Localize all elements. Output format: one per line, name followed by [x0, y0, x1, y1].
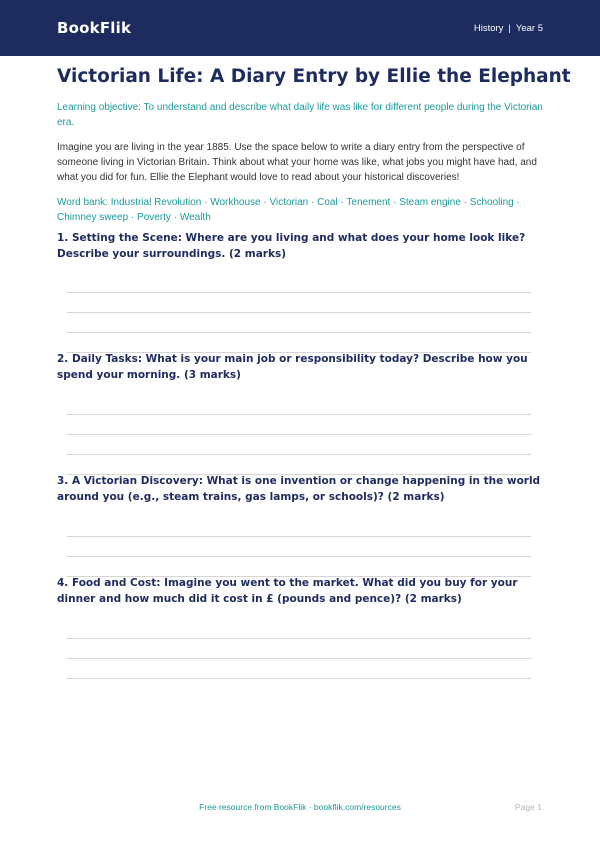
- answer-line[interactable]: [67, 434, 531, 435]
- answer-line[interactable]: [67, 414, 531, 415]
- question-3: 3. A Victorian Discovery: What is one invention or change happening in the world around you (e.g., steam trains, gas lamps, or schools)? (2 marks): [57, 475, 541, 503]
- word-bank: Word bank: Industrial Revolution · Workhouse · Victorian · Coal · Tenement · Steam engine · Schooling · Chimney sweep · Poverty · Wealth: [57, 197, 520, 223]
- page-number: Page 1: [515, 802, 542, 812]
- year-label: Year 5: [515, 22, 543, 34]
- intro-text: Imagine you are living in the year 1885. Use the space below to write a diary entry from the perspective of someone living in Victorian Britain. Think about what your home was like, what jobs you might have had, and what you did for fun. Ellie the Elephant would love to read about your historical discoveries!: [57, 142, 537, 183]
- answer-line[interactable]: [67, 536, 531, 537]
- answer-line[interactable]: [67, 292, 531, 293]
- page-header: [0, 0, 600, 56]
- worksheet-title: Victorian Life: A Diary Entry by Ellie the Elephant: [57, 66, 571, 87]
- worksheet-intro: [57, 66, 571, 225]
- answer-line[interactable]: [67, 454, 531, 455]
- answer-line[interactable]: [67, 556, 531, 557]
- subject-year-label: [474, 23, 543, 34]
- answer-line[interactable]: [67, 678, 531, 679]
- footer-source-link[interactable]: Free resource from BookFlik · bookflik.com/resources: [199, 802, 401, 812]
- answer-line[interactable]: [67, 638, 531, 639]
- answer-line[interactable]: [67, 312, 531, 313]
- subject-label: History: [473, 22, 504, 34]
- question-2: 2. Daily Tasks: What is your main job or responsibility today? Describe how you spend your morning. (3 marks): [57, 353, 528, 381]
- answer-line[interactable]: [67, 658, 531, 659]
- header-separator: |: [508, 22, 511, 34]
- answer-line[interactable]: [67, 332, 531, 333]
- question-4: 4. Food and Cost: Imagine you went to the market. What did you buy for your dinner and how much did it cost in £ (pounds and pence)? (2 marks): [57, 577, 518, 605]
- question-1: 1. Setting the Scene: Where are you living and what does your home look like? Describe your surroundings. (2 marks): [57, 232, 526, 260]
- page-footer: [0, 802, 600, 816]
- brand-logo[interactable]: BookFlik: [57, 19, 132, 37]
- learning-objective: Learning objective: To understand and describe what daily life was like for different people during the Victorian era.: [57, 102, 543, 128]
